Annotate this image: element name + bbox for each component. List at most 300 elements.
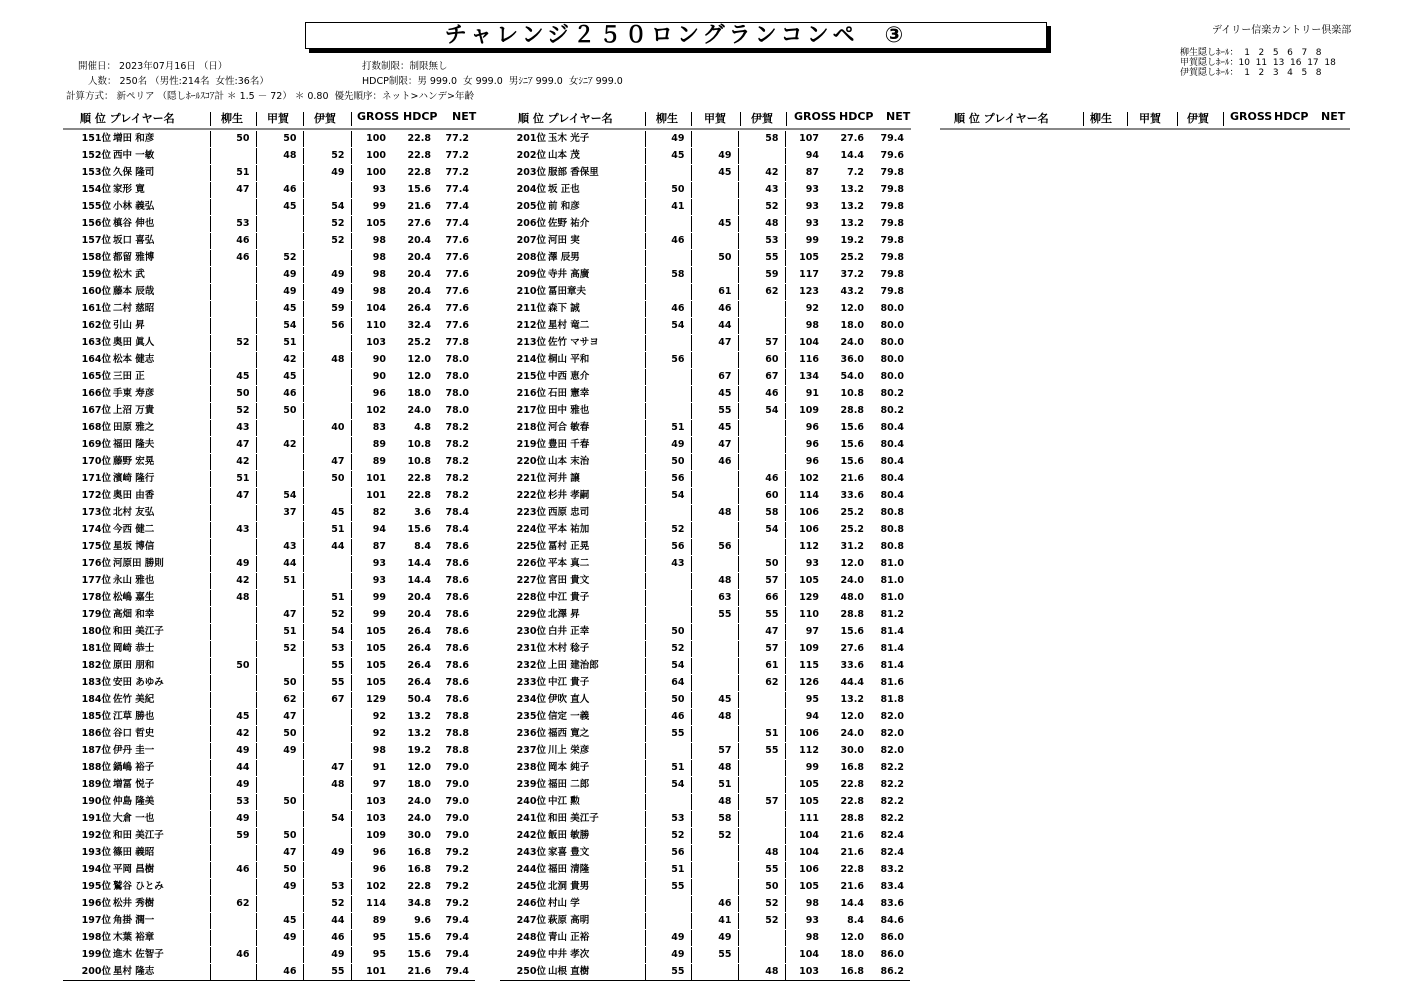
- cell-net: 81.4: [870, 624, 910, 641]
- cell-net: 78.0: [437, 403, 475, 420]
- cell-iga: [738, 301, 785, 318]
- table-row: [500, 488, 910, 505]
- cell-yagyu: 59: [210, 828, 256, 845]
- cell-hdcp: 18.0: [825, 947, 870, 964]
- cell-net: 78.2: [437, 488, 475, 505]
- cell-hdcp: 13.2: [392, 709, 437, 726]
- table-row: [500, 369, 910, 386]
- cell-hdcp: 22.8: [392, 488, 437, 505]
- cell-koka: 48: [691, 760, 738, 777]
- cell-player: 今西 健二: [113, 522, 210, 539]
- cell-net: 78.2: [437, 471, 475, 488]
- cell-iga: 49: [303, 947, 351, 964]
- cell-player: 澤 辰男: [548, 250, 645, 267]
- cell-yagyu: 50: [645, 454, 691, 471]
- cell-gross: 104: [785, 947, 825, 964]
- cell-gross: 112: [785, 743, 825, 760]
- cell-net: 82.2: [870, 811, 910, 828]
- cell-iga: 56: [303, 318, 351, 335]
- cell-gross: 109: [785, 403, 825, 420]
- cell-iga: 48: [303, 352, 351, 369]
- cell-iga: 52: [303, 148, 351, 165]
- cell-rank: 181位: [63, 641, 113, 658]
- table-row: [500, 845, 910, 862]
- cell-rank: 195位: [63, 879, 113, 896]
- cell-gross: 105: [351, 675, 392, 692]
- cell-player: 木葉 裕章: [113, 930, 210, 947]
- cell-iga: [303, 182, 351, 199]
- cell-koka: 45: [256, 369, 303, 386]
- cell-yagyu: 50: [210, 386, 256, 403]
- cell-iga: 62: [738, 284, 785, 301]
- cell-player: 杉井 孝嗣: [548, 488, 645, 505]
- cell-gross: 93: [351, 556, 392, 573]
- cell-iga: [738, 318, 785, 335]
- cell-iga: [303, 488, 351, 505]
- cell-yagyu: 64: [645, 675, 691, 692]
- cell-rank: 238位: [500, 760, 548, 777]
- cell-hdcp: 15.6: [392, 947, 437, 964]
- cell-iga: 59: [738, 267, 785, 284]
- cell-player: 藤野 宏晃: [113, 454, 210, 471]
- cell-player: 和田 美江子: [548, 811, 645, 828]
- cell-iga: [303, 794, 351, 811]
- table-row: [500, 641, 910, 658]
- cell-player: 桐山 平和: [548, 352, 645, 369]
- cell-rank: 246位: [500, 896, 548, 913]
- cell-iga: [303, 437, 351, 454]
- cell-net: 78.6: [437, 539, 475, 556]
- cell-iga: 43: [738, 182, 785, 199]
- cell-yagyu: [645, 505, 691, 522]
- table-row: [500, 437, 910, 454]
- cell-net: 79.4: [870, 131, 910, 148]
- cell-iga: [738, 437, 785, 454]
- header-koka: 甲賀: [704, 112, 726, 125]
- cell-player: 西原 忠司: [548, 505, 645, 522]
- cell-net: 82.0: [870, 726, 910, 743]
- table-row: [63, 199, 475, 216]
- cell-yagyu: [210, 845, 256, 862]
- cell-hdcp: 15.6: [392, 930, 437, 947]
- cell-iga: [738, 777, 785, 794]
- cell-net: 79.8: [870, 165, 910, 182]
- cell-rank: 174位: [63, 522, 113, 539]
- cell-player: 引山 昇: [113, 318, 210, 335]
- table-row: [500, 233, 910, 250]
- cell-koka: [691, 267, 738, 284]
- cell-rank: 193位: [63, 845, 113, 862]
- cell-hdcp: 20.4: [392, 590, 437, 607]
- cell-gross: 105: [785, 879, 825, 896]
- cell-net: 79.8: [870, 199, 910, 216]
- cell-rank: 177位: [63, 573, 113, 590]
- table-row: [63, 403, 475, 420]
- cell-rank: 171位: [63, 471, 113, 488]
- cell-hdcp: 24.0: [825, 573, 870, 590]
- cell-koka: 50: [256, 131, 303, 148]
- cell-yagyu: [645, 794, 691, 811]
- cell-hdcp: 16.8: [825, 964, 870, 981]
- cell-rank: 163位: [63, 335, 113, 352]
- cell-yagyu: [210, 641, 256, 658]
- cell-iga: 55: [303, 964, 351, 981]
- cell-koka: [256, 522, 303, 539]
- table-row: [63, 420, 475, 437]
- cell-yagyu: 51: [210, 471, 256, 488]
- table-row: [63, 165, 475, 182]
- cell-iga: 54: [303, 199, 351, 216]
- cell-yagyu: 52: [645, 828, 691, 845]
- cell-gross: 115: [785, 658, 825, 675]
- cell-koka: 52: [691, 828, 738, 845]
- cell-rank: 173位: [63, 505, 113, 522]
- cell-yagyu: [210, 624, 256, 641]
- cell-yagyu: 46: [210, 250, 256, 267]
- cell-iga: 52: [303, 896, 351, 913]
- table-row: [63, 352, 475, 369]
- cell-net: 81.2: [870, 607, 910, 624]
- cell-rank: 172位: [63, 488, 113, 505]
- cell-gross: 98: [351, 250, 392, 267]
- cell-gross: 103: [351, 794, 392, 811]
- header-koka: 甲賀: [267, 112, 289, 125]
- cell-net: 80.4: [870, 437, 910, 454]
- cell-gross: 96: [351, 845, 392, 862]
- cell-rank: 231位: [500, 641, 548, 658]
- cell-net: 82.4: [870, 845, 910, 862]
- cell-net: 77.4: [437, 182, 475, 199]
- table-row: [500, 658, 910, 675]
- cell-gross: 104: [785, 828, 825, 845]
- cell-hdcp: 21.6: [825, 845, 870, 862]
- cell-iga: 44: [303, 539, 351, 556]
- cell-iga: 40: [303, 420, 351, 437]
- cell-gross: 97: [351, 777, 392, 794]
- cell-gross: 129: [785, 590, 825, 607]
- cell-net: 78.6: [437, 607, 475, 624]
- cell-iga: 45: [303, 505, 351, 522]
- cell-net: 81.8: [870, 692, 910, 709]
- cell-player: 佐竹 美紀: [113, 692, 210, 709]
- cell-koka: 54: [256, 488, 303, 505]
- cell-net: 78.2: [437, 437, 475, 454]
- cell-net: 79.0: [437, 828, 475, 845]
- cell-iga: 52: [303, 216, 351, 233]
- cell-rank: 166位: [63, 386, 113, 403]
- cell-rank: 160位: [63, 284, 113, 301]
- cell-rank: 158位: [63, 250, 113, 267]
- cell-iga: 46: [738, 471, 785, 488]
- cell-player: 佐野 祐介: [548, 216, 645, 233]
- cell-rank: 248位: [500, 930, 548, 947]
- cell-iga: 50: [303, 471, 351, 488]
- cell-iga: 48: [738, 845, 785, 862]
- cell-koka: [256, 216, 303, 233]
- cell-yagyu: 43: [210, 420, 256, 437]
- cell-koka: 48: [691, 505, 738, 522]
- cell-rank: 161位: [63, 301, 113, 318]
- cell-player: 福田 二郎: [548, 777, 645, 794]
- table-row: [63, 318, 475, 335]
- club-name: デイリー信楽カントリー倶楽部: [1212, 25, 1352, 36]
- cell-hdcp: 8.4: [825, 913, 870, 930]
- cell-iga: [303, 862, 351, 879]
- cell-koka: 49: [256, 743, 303, 760]
- cell-hdcp: 21.6: [825, 828, 870, 845]
- cell-koka: 47: [691, 437, 738, 454]
- cell-player: 福田 清隆: [548, 862, 645, 879]
- cell-rank: 235位: [500, 709, 548, 726]
- table-row: [500, 862, 910, 879]
- cell-hdcp: 12.0: [392, 760, 437, 777]
- cell-koka: [691, 471, 738, 488]
- cell-player: 谷口 哲史: [113, 726, 210, 743]
- cell-net: 78.0: [437, 386, 475, 403]
- cell-yagyu: 56: [645, 845, 691, 862]
- cell-rank: 224位: [500, 522, 548, 539]
- table-row: [500, 675, 910, 692]
- cell-hdcp: 13.2: [825, 692, 870, 709]
- table-row: [63, 675, 475, 692]
- cell-net: 80.4: [870, 488, 910, 505]
- cell-yagyu: [645, 896, 691, 913]
- cell-net: 82.2: [870, 777, 910, 794]
- table-row: [63, 862, 475, 879]
- cell-rank: 151位: [63, 131, 113, 148]
- cell-yagyu: 46: [645, 301, 691, 318]
- table-row: [500, 556, 910, 573]
- cell-koka: [691, 641, 738, 658]
- cell-rank: 219位: [500, 437, 548, 454]
- cell-net: 79.2: [437, 896, 475, 913]
- cell-koka: [691, 658, 738, 675]
- cell-iga: 55: [738, 607, 785, 624]
- cell-yagyu: 49: [210, 811, 256, 828]
- cell-iga: 57: [738, 641, 785, 658]
- cell-rank: 234位: [500, 692, 548, 709]
- cell-net: 77.6: [437, 233, 475, 250]
- cell-rank: 164位: [63, 352, 113, 369]
- cell-net: 80.8: [870, 539, 910, 556]
- cell-gross: 96: [785, 437, 825, 454]
- cell-player: 冨村 正晃: [548, 539, 645, 556]
- cell-koka: 46: [691, 896, 738, 913]
- cell-player: 坂口 喜弘: [113, 233, 210, 250]
- table-row: [63, 335, 475, 352]
- cell-player: 高畑 和幸: [113, 607, 210, 624]
- cell-koka: [691, 964, 738, 981]
- cell-yagyu: 44: [210, 760, 256, 777]
- cell-gross: 105: [785, 794, 825, 811]
- cell-gross: 116: [785, 352, 825, 369]
- cell-yagyu: [210, 148, 256, 165]
- cell-net: 78.6: [437, 590, 475, 607]
- cell-hdcp: 4.8: [392, 420, 437, 437]
- table-row: [63, 913, 475, 930]
- cell-hdcp: 12.0: [392, 369, 437, 386]
- cell-player: 三田 正: [113, 369, 210, 386]
- cell-iga: 67: [738, 369, 785, 386]
- table-row: [63, 369, 475, 386]
- cell-iga: [303, 403, 351, 420]
- table-row: [63, 148, 475, 165]
- cell-koka: 50: [256, 726, 303, 743]
- cell-hdcp: 22.8: [825, 794, 870, 811]
- cell-gross: 82: [351, 505, 392, 522]
- cell-gross: 99: [785, 233, 825, 250]
- cell-koka: [256, 760, 303, 777]
- cell-yagyu: 46: [645, 709, 691, 726]
- cell-player: 白井 正幸: [548, 624, 645, 641]
- cell-rank: 229位: [500, 607, 548, 624]
- cell-iga: 49: [303, 165, 351, 182]
- cell-iga: [738, 930, 785, 947]
- cell-rank: 205位: [500, 199, 548, 216]
- cell-yagyu: [210, 675, 256, 692]
- cell-player: 松木 武: [113, 267, 210, 284]
- cell-koka: 49: [256, 267, 303, 284]
- cell-net: 78.4: [437, 522, 475, 539]
- cell-gross: 105: [351, 658, 392, 675]
- table-row: [500, 607, 910, 624]
- cell-gross: 102: [351, 403, 392, 420]
- cell-koka: 51: [256, 335, 303, 352]
- cell-net: 77.2: [437, 131, 475, 148]
- cell-yagyu: 42: [210, 454, 256, 471]
- cell-net: 77.8: [437, 335, 475, 352]
- cell-hdcp: 37.2: [825, 267, 870, 284]
- cell-player: 篠田 義昭: [113, 845, 210, 862]
- cell-yagyu: [210, 692, 256, 709]
- table-row: [500, 165, 910, 182]
- cell-yagyu: 45: [210, 709, 256, 726]
- cell-gross: 96: [351, 862, 392, 879]
- table-row: [63, 216, 475, 233]
- cell-gross: 97: [785, 624, 825, 641]
- cell-yagyu: [645, 743, 691, 760]
- cell-net: 77.6: [437, 318, 475, 335]
- cell-hdcp: 12.0: [825, 930, 870, 947]
- cell-koka: [691, 726, 738, 743]
- cell-gross: 87: [785, 165, 825, 182]
- cell-yagyu: 56: [645, 471, 691, 488]
- header-rank-player: 順 位 プレイヤー名: [80, 112, 175, 125]
- cell-iga: [303, 709, 351, 726]
- cell-hdcp: 15.6: [392, 522, 437, 539]
- cell-player: 原田 朋和: [113, 658, 210, 675]
- cell-rank: 244位: [500, 862, 548, 879]
- table-row: [63, 641, 475, 658]
- cell-gross: 99: [351, 590, 392, 607]
- cell-hdcp: 21.6: [825, 471, 870, 488]
- cell-rank: 185位: [63, 709, 113, 726]
- cell-koka: 43: [256, 539, 303, 556]
- cell-net: 80.0: [870, 352, 910, 369]
- table-row: [500, 335, 910, 352]
- cell-player: 服部 香保里: [548, 165, 645, 182]
- table-row: [63, 556, 475, 573]
- cell-koka: [256, 420, 303, 437]
- cell-hdcp: 24.0: [392, 811, 437, 828]
- cell-player: 福西 寛之: [548, 726, 645, 743]
- header-rank-player: 順 位 プレイヤー名: [518, 112, 613, 125]
- table-row: [500, 267, 910, 284]
- cell-hdcp: 22.8: [392, 879, 437, 896]
- cell-net: 81.6: [870, 675, 910, 692]
- cell-net: 80.0: [870, 335, 910, 352]
- cell-hdcp: 22.8: [392, 131, 437, 148]
- table-row: [500, 454, 910, 471]
- cell-rank: 200位: [63, 964, 113, 981]
- cell-iga: 51: [303, 522, 351, 539]
- cell-hdcp: 15.6: [825, 437, 870, 454]
- cell-rank: 240位: [500, 794, 548, 811]
- cell-yagyu: [645, 369, 691, 386]
- cell-yagyu: [645, 386, 691, 403]
- table-row: [500, 182, 910, 199]
- cell-yagyu: [645, 165, 691, 182]
- cell-net: 79.2: [437, 879, 475, 896]
- cell-player: 河合 敏春: [548, 420, 645, 437]
- cell-rank: 228位: [500, 590, 548, 607]
- cell-iga: 57: [738, 794, 785, 811]
- cell-player: 中江 貴子: [548, 675, 645, 692]
- cell-gross: 96: [351, 386, 392, 403]
- cell-gross: 103: [785, 964, 825, 981]
- table-row: [500, 709, 910, 726]
- cell-yagyu: 46: [645, 233, 691, 250]
- cell-hdcp: 30.0: [825, 743, 870, 760]
- cell-net: 80.4: [870, 471, 910, 488]
- cell-iga: 53: [738, 233, 785, 250]
- table-row: [500, 777, 910, 794]
- cell-net: 80.4: [870, 420, 910, 437]
- cell-iga: 55: [738, 862, 785, 879]
- cell-net: 82.0: [870, 743, 910, 760]
- cell-yagyu: 49: [645, 437, 691, 454]
- table-row: [500, 692, 910, 709]
- cell-rank: 236位: [500, 726, 548, 743]
- cell-net: 80.8: [870, 522, 910, 539]
- cell-rank: 243位: [500, 845, 548, 862]
- cell-hdcp: 31.2: [825, 539, 870, 556]
- cell-rank: 204位: [500, 182, 548, 199]
- cell-net: 77.2: [437, 165, 475, 182]
- table-row: [63, 760, 475, 777]
- cell-koka: 47: [256, 709, 303, 726]
- cell-koka: 47: [691, 335, 738, 352]
- cell-iga: 58: [738, 505, 785, 522]
- cell-gross: 91: [785, 386, 825, 403]
- cell-koka: 49: [691, 930, 738, 947]
- cell-koka: 44: [691, 318, 738, 335]
- cell-player: 奥田 眞人: [113, 335, 210, 352]
- cell-net: 77.6: [437, 284, 475, 301]
- cell-koka: 42: [256, 352, 303, 369]
- cell-player: 田中 雅也: [548, 403, 645, 420]
- cell-iga: [303, 743, 351, 760]
- cell-net: 82.0: [870, 709, 910, 726]
- cell-rank: 183位: [63, 675, 113, 692]
- cell-player: 河原田 勝則: [113, 556, 210, 573]
- cell-net: 79.0: [437, 794, 475, 811]
- cell-rank: 216位: [500, 386, 548, 403]
- cell-net: 80.4: [870, 454, 910, 471]
- cell-koka: 55: [691, 403, 738, 420]
- cell-yagyu: [210, 505, 256, 522]
- table-row: [63, 233, 475, 250]
